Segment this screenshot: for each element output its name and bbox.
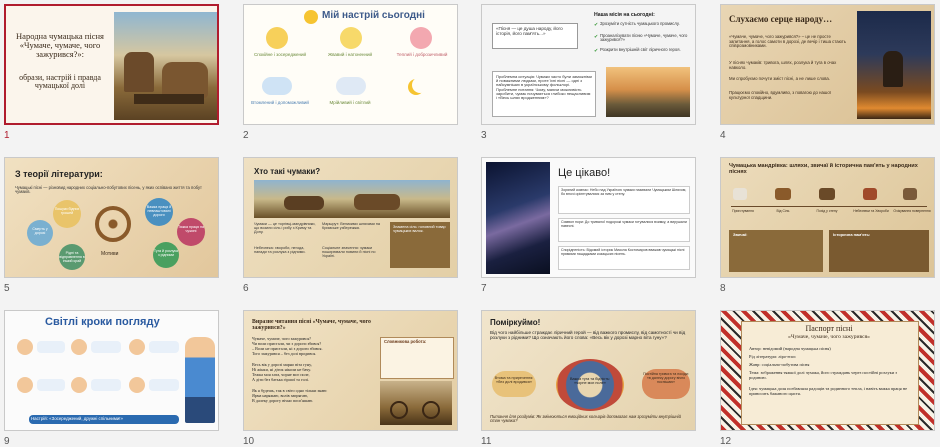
step-pill <box>37 379 65 391</box>
star-face-icon <box>340 27 362 49</box>
mood-label: Мрійливий і світлий <box>329 100 371 105</box>
slide-number: 4 <box>720 130 726 141</box>
passport-item: Рід літератури: ліро-епос <box>749 354 797 359</box>
sun-face-icon <box>266 27 288 49</box>
slide-title: Мій настрій сьогодні <box>322 10 425 21</box>
slide-title: Це цікаво! <box>558 167 611 179</box>
sun-icon <box>304 10 318 24</box>
slide-title: Народна чумацька пісня «Чумаче, чумаче, чого зажурився?»: <box>16 31 104 59</box>
passport-item: Автор: невідомий (народна чумацька пісня) <box>749 346 831 351</box>
chumak-painting-image <box>114 12 218 120</box>
verse-line: Тежка моя хата, чорне моє поле, <box>252 372 310 377</box>
ox-caravan-image <box>254 180 450 218</box>
slide-title: Поміркуймо! <box>490 318 541 327</box>
center-label: Мотиви <box>101 251 119 257</box>
slide-number: 6 <box>243 283 249 294</box>
slide-thumbnail-5[interactable] <box>4 157 223 294</box>
step-pill <box>91 379 121 391</box>
intro-text: Чумацькі пісні — різновид народних соціально-побутових пісень, у яких оспівано життя та побут чумаків. <box>15 185 202 195</box>
checkmark-icon: ✔ <box>594 34 599 40</box>
question-text: Від чого найбільше страждає ліричний герой — від важкого промислу, від самотності чи від розлуки з рідними? Що означають його слова: «Весь вік у дорозі марно віта гуну»? <box>490 330 686 340</box>
step-pill <box>149 379 179 391</box>
motif-bubble: Рідні та відправлення в інший край <box>59 244 85 270</box>
timeline-step: Очікування повернення <box>893 209 931 213</box>
slide-subtitle: «Чумаче, чумаче, чого зажурився» <box>788 334 870 340</box>
motif-bubble: Пошуки бідних грошей <box>53 200 81 228</box>
slide-number: 11 <box>481 436 492 447</box>
slide-title: Виразне читання пісні «Чумаче, чумаче, чого зажурився?» <box>252 319 371 332</box>
step-pill <box>149 341 179 353</box>
motif-bubble: Смерть у дорозі <box>27 220 53 246</box>
salt-icon <box>733 188 747 200</box>
mood-label: Спокійне і зосереджений <box>254 52 306 57</box>
motif-bubble: Тяжка праця на чужині <box>177 218 205 246</box>
timeline-step: Небезпеки та Хвороби <box>853 209 889 213</box>
motif-bubble: Туга й розлука з рідними <box>153 242 179 268</box>
slide-number: 12 <box>720 436 732 447</box>
verse-line: Того зажурився – без долі вродився. <box>252 351 317 356</box>
slide-number: 9 <box>4 436 10 447</box>
slide-thumbnail-8[interactable] <box>720 157 939 294</box>
goals-title: Наша місія на сьогодні: <box>594 12 655 18</box>
slide-number: 10 <box>243 436 255 447</box>
slide-thumbnail-2[interactable] <box>243 4 462 141</box>
moon-icon <box>412 77 428 93</box>
info-block: Чумаки — це торгівці-мандрівники, що возили сіль і рибу з Криму та Дону. <box>254 222 316 234</box>
problem-box: Проблемна ситуація: Чумаки часто були заможніми й поважними людьми, проте їхні пісні — одні з найсумніших в українському фольклорі. Проблемне питання: Чому, маючи можливість заробити, чумак почувається глибоко нещасливим і «Весь шлях вродженним»? <box>492 71 596 117</box>
text-line: У піснях чумаків: тривога, шлях, розлука й туга в очах навколо. <box>729 60 837 70</box>
campfire-night-image <box>857 11 931 119</box>
slide-number: 3 <box>481 130 487 141</box>
passport-item: Жанр: соціально-побутова пісня <box>749 362 810 367</box>
slide-title: Слухаємо серце народу… <box>729 14 833 24</box>
motif-bubble: Важка праця й невлаштовані дороги <box>145 198 173 226</box>
boy-avatar-icon <box>71 377 87 393</box>
info-block: Небезпека: хвороби, негода, напади та розлука з рідними. <box>254 246 306 254</box>
goal-item: Зрозуміти сутність чумацького промислу. <box>600 21 680 26</box>
home-icon <box>903 188 917 200</box>
slide-subtitle: образи, настрій і правда чумацької долі <box>19 73 101 91</box>
slide-thumbnail-6[interactable] <box>243 157 462 294</box>
quote-box: «Пісня — це душа народу, його історія, його пам'ять...» <box>492 23 578 49</box>
step-pill <box>37 341 65 353</box>
steppe-sunset-image <box>606 67 690 117</box>
slide-number: 1 <box>4 130 10 141</box>
slide-thumbnail-4[interactable] <box>720 4 939 141</box>
danger-icon <box>863 188 877 200</box>
text-line: «Чумаче, чумаче, чого зажурився?» – це не просте запитання, а голос самоти в дорозі, де вечір і тиша стають співрозмовниками. <box>729 34 846 48</box>
slide-thumbnail-3[interactable] <box>481 4 700 141</box>
slide-thumbnail-9[interactable] <box>4 310 223 447</box>
dreamy-cloud-icon <box>336 77 366 95</box>
cart-icon <box>775 188 791 200</box>
timeline-step: Приготування <box>732 209 754 213</box>
mood-label: Втомлений і допоможливий <box>251 100 309 105</box>
timeline-line <box>731 206 927 207</box>
footer-question: Питання для роздумів: Як змінюються емоційних кольорів допомагає нам зрозуміти внутрішній стан чумака? <box>490 414 681 424</box>
info-block: Соціальне значення: чумаки поширювали новини й пісні по Україні. <box>322 246 376 258</box>
verse-line: А діти без батька гіршої та голі. <box>252 377 309 382</box>
passport-item: Ідея: чумацька доля позбавляла радощів та родинного тепла, і навіть важка праця не приносить бажаного щастя. <box>749 386 908 396</box>
left-emotion: Втома та приречення: «без долі вродився» <box>492 371 536 397</box>
checkmark-icon: ✔ <box>594 48 599 54</box>
slide-thumbnail-7[interactable] <box>481 157 700 294</box>
slide-title: З теорії літератури: <box>15 169 103 179</box>
mood-label: Теплий і доброзичливий <box>396 52 448 57</box>
wheel-icon <box>95 206 131 242</box>
goal-item: Розкрити внутрішній світ ліричного героя. <box>600 47 681 52</box>
center-emotion: Важка туга та бідність: «чорне моє поле» <box>570 377 610 385</box>
verse-line: – Воли не пристали, ні з дороги збився. <box>252 346 323 351</box>
verse-line: Ні жінки, ні діток ніколи не бачу. <box>252 367 312 372</box>
emotion-wheel-image <box>556 359 624 411</box>
verse-line: Ярма наряжаю, волів запрягаю, <box>252 393 309 398</box>
fact-box: Зоряний компас: Небо над Україною чумаки називали Чумацьким Шляхом, бо вночі орієнтувалися за ним у степу. <box>558 186 690 214</box>
right-emotion: Постійна тривога та посіди: «в далеку дорогу вічно поспішаю» <box>642 369 690 399</box>
slide-number: 2 <box>243 130 249 141</box>
verse-line: Чумаче, чумаче, чого зажурився? <box>252 336 312 341</box>
tired-cloud-icon <box>262 77 292 95</box>
timeline-step: Від Сіль <box>776 209 790 213</box>
customs-title: Звичаї: <box>733 232 748 237</box>
slide-number: 7 <box>481 283 487 294</box>
passport-item: Тема: зображення тяжкої долі чумака, його страждань через постійні розлуки з родиною. <box>749 370 898 380</box>
text-line: Ми спробуємо почути зміст пісні, а не лише слова. <box>729 76 830 81</box>
boy-avatar-icon <box>71 339 87 355</box>
slide-thumbnail-1[interactable] <box>4 4 223 141</box>
slide-title: Чумацька мандрівка: шляхи, звичаї й історична пам'ять у народних піснях <box>729 163 918 175</box>
boy-avatar-icon <box>129 339 145 355</box>
verse-line: В далеку дорогу вічно посп'яшаю. <box>252 398 314 403</box>
timeline-step: Похід у степу <box>816 209 838 213</box>
goal-item: Проаналізувати пісню «Чумаче, чумаче, чого зажурився?» <box>600 33 688 43</box>
ox-icon <box>819 188 835 200</box>
boy-avatar-icon <box>129 377 145 393</box>
slide-thumbnail-12[interactable] <box>720 310 939 447</box>
slide-title: Хто такі чумаки? <box>254 167 321 176</box>
slide-number: 8 <box>720 283 726 294</box>
slide-number: 5 <box>4 283 10 294</box>
oxcart-image <box>380 381 452 425</box>
vocabulary-title: Словникова робота: <box>384 339 427 344</box>
info-block: Знамена сіль: головний товар чумацьких валок. <box>390 222 450 268</box>
slide-thumbnail-10[interactable] <box>243 310 462 447</box>
fact-box: Символ пори: До тривалої подорожі чумаки готувалися взимку, а вирушали навесні. <box>558 218 690 242</box>
verse-line: Чи воли пристали, чи з дороги збився? <box>252 341 322 346</box>
slide-thumbnail-11[interactable] <box>481 310 700 447</box>
mood-task: Настрій: «Зосереджений, дружні спільними!» <box>29 415 179 424</box>
memory-title: Історична пам'ять: <box>833 232 871 237</box>
boy-avatar-icon <box>17 377 33 393</box>
checkmark-icon: ✔ <box>594 22 599 28</box>
text-line: Працюємо спокійно, вдумливо, з повагою до нашої культурної спадщини. <box>729 90 831 100</box>
slide-title: Паспорт пісні <box>805 324 853 333</box>
verse-line: Як я будешь, так в світо одно тільки знаю: <box>252 388 328 393</box>
heart-face-icon <box>410 27 432 49</box>
milky-way-image <box>486 162 550 274</box>
mood-label: Жвавий і натхненний <box>327 52 373 57</box>
fact-box: Спорідненість: Відомий історик Микола Костомаров вважав чумацькі пісні прямими нащадками козацьких пісень. <box>558 246 690 270</box>
info-block: Маршрут: Великими шляхами на Кримське узбережжя. <box>322 222 380 230</box>
verse-line: Весь вік у дорозі марно віта гуну, <box>252 362 312 367</box>
boy-illustration-image <box>185 337 215 423</box>
slide-title: Світлі кроки погляду <box>45 316 160 328</box>
boy-avatar-icon <box>17 339 33 355</box>
step-pill <box>91 341 121 353</box>
